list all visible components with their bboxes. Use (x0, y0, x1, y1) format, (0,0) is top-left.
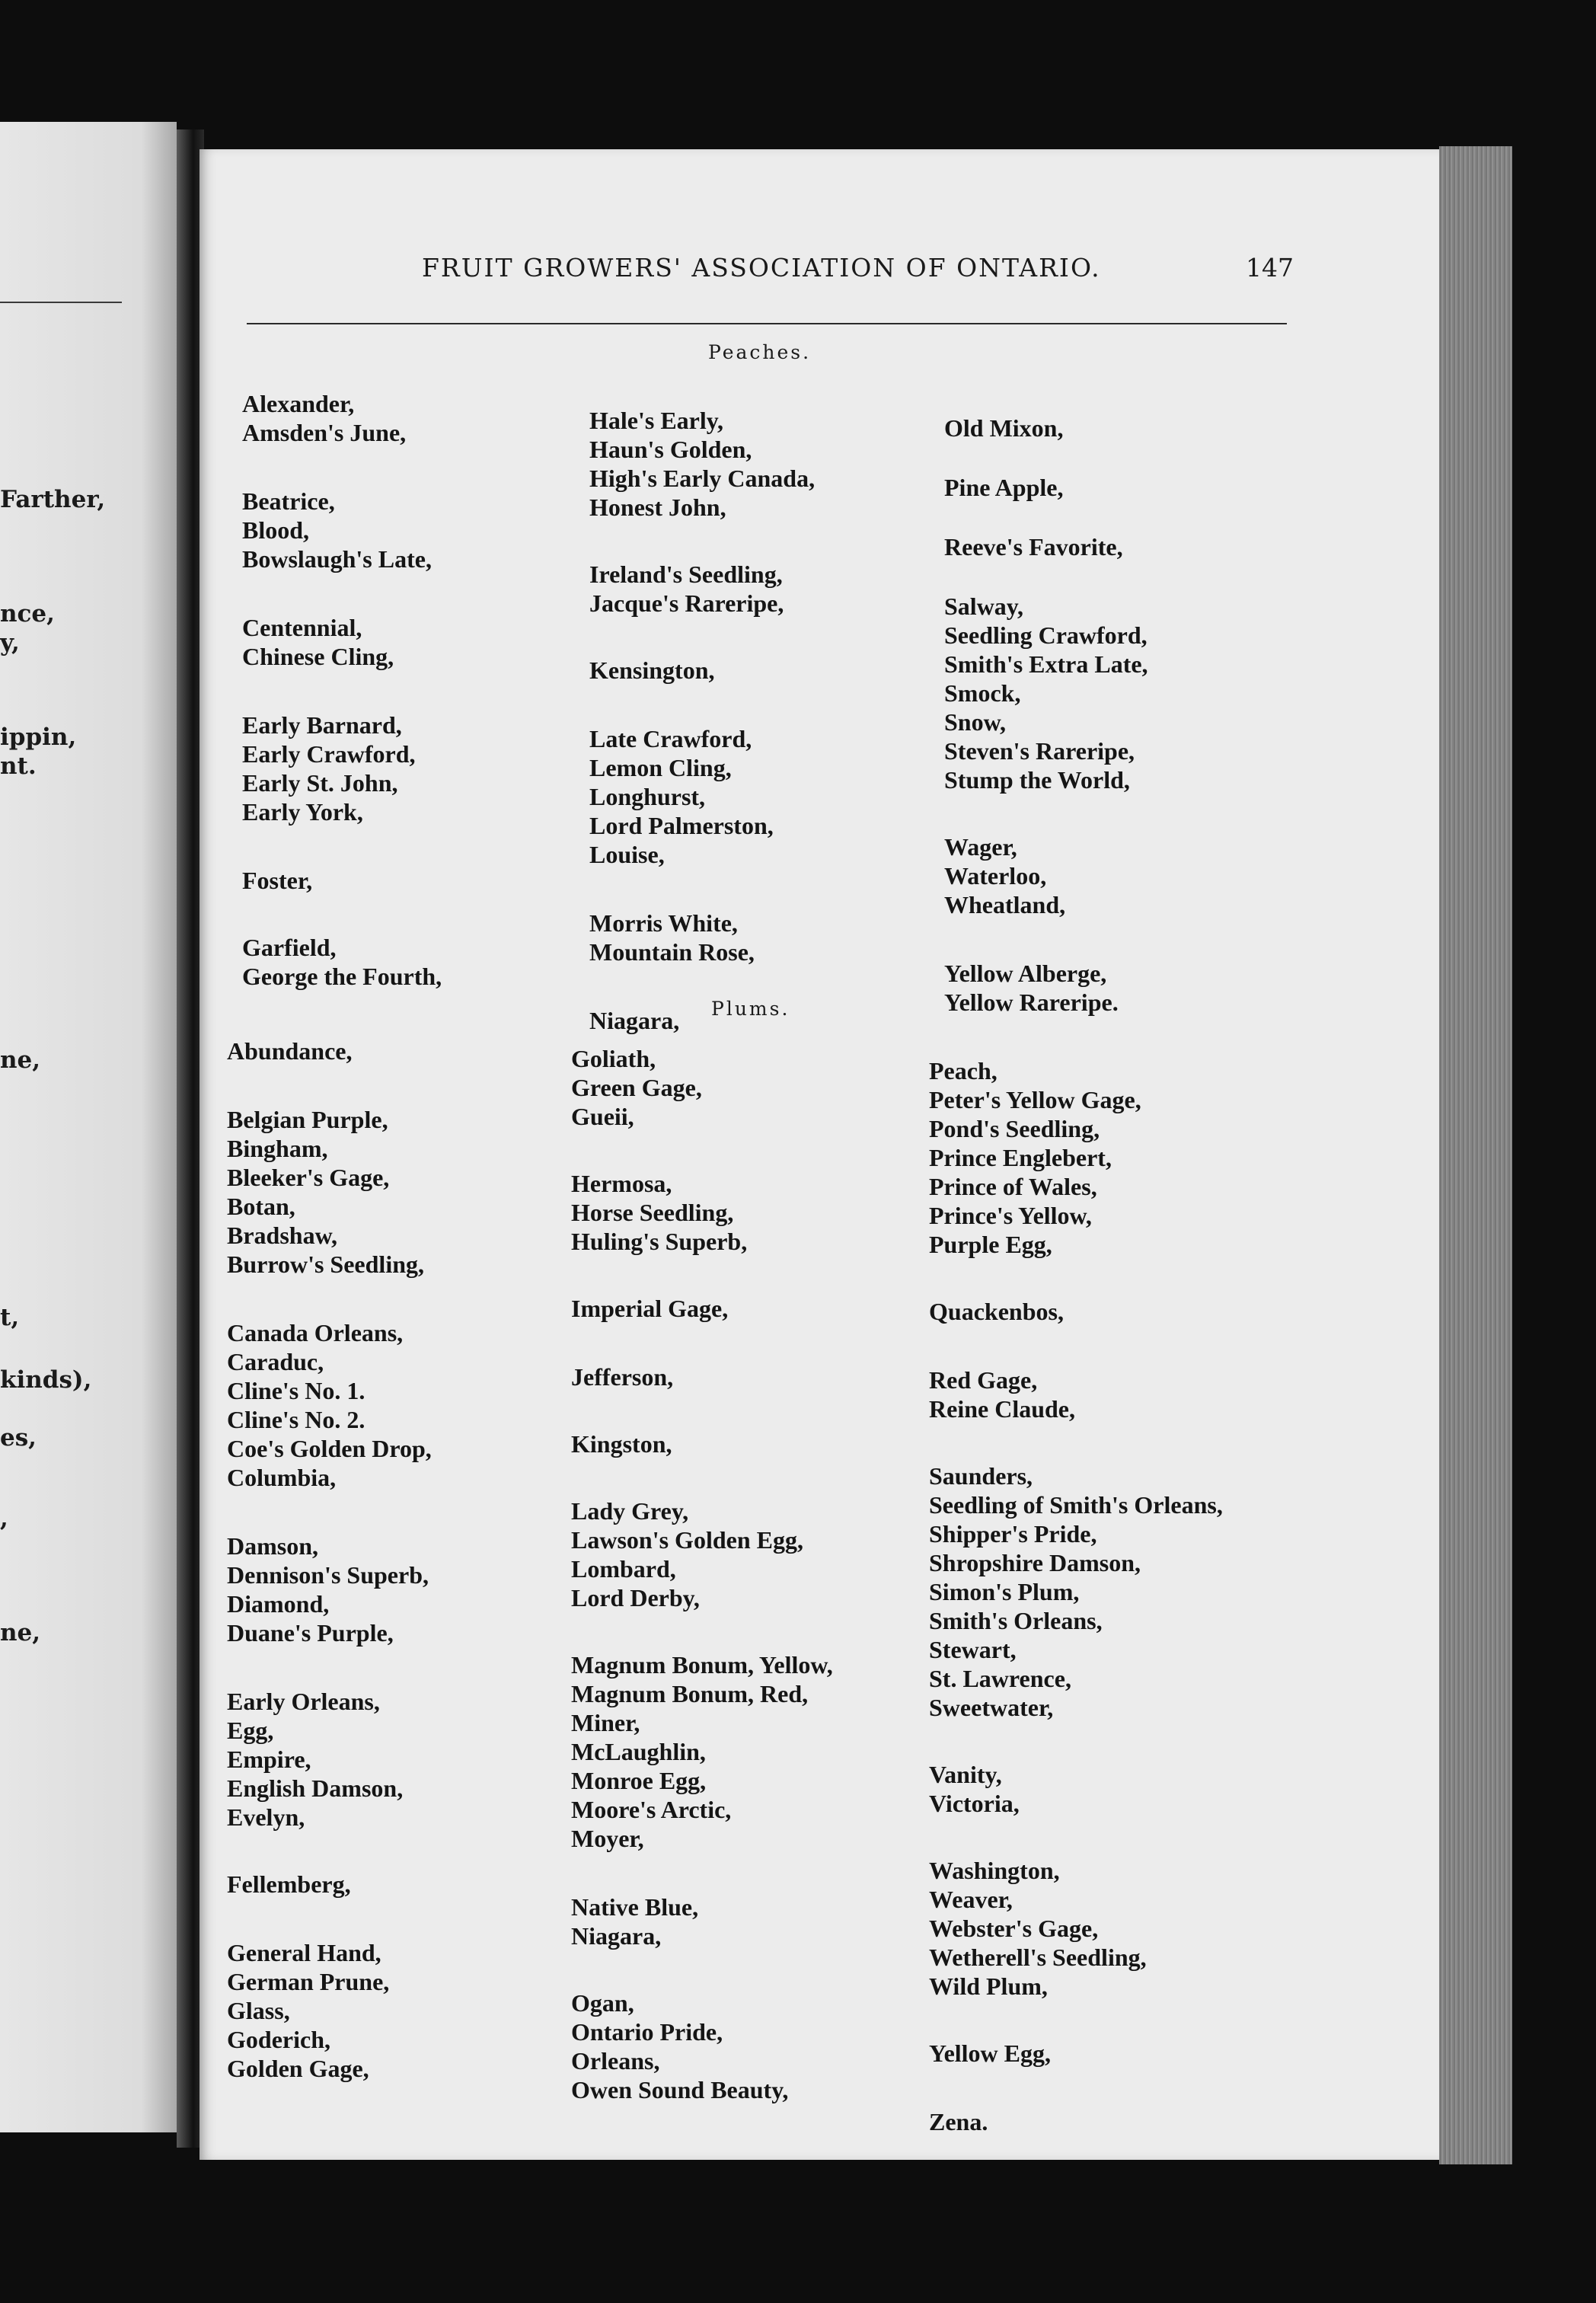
variety-entry: Washington, (929, 1857, 1060, 1884)
variety-entry: McLaughlin, (571, 1738, 706, 1765)
left-fragment: nce, (0, 600, 55, 628)
variety-entry: Simon's Plum, (929, 1578, 1080, 1605)
variety-entry: Early Orleans, (227, 1688, 380, 1715)
left-fragment: ippin, (0, 723, 77, 751)
variety-entry: Smith's Extra Late, (944, 650, 1148, 678)
variety-entry: Wager, (944, 833, 1017, 861)
variety-entry: Miner, (571, 1709, 640, 1736)
section-title-plums: Plums. (711, 998, 790, 1020)
left-fragment: es, (0, 1424, 37, 1452)
variety-entry: Lemon Cling, (589, 754, 732, 781)
variety-entry: Pine Apple, (944, 474, 1064, 501)
variety-entry: Magnum Bonum, Yellow, (571, 1651, 833, 1679)
variety-entry: Victoria, (929, 1790, 1020, 1817)
variety-entry: Evelyn, (227, 1803, 305, 1831)
variety-entry: Smock, (944, 679, 1021, 707)
variety-entry: Botan, (227, 1193, 295, 1220)
variety-entry: Old Mixon, (944, 414, 1064, 442)
variety-entry: Shropshire Damson, (929, 1549, 1141, 1576)
variety-entry: Prince Englebert, (929, 1144, 1112, 1171)
variety-entry: Niagara, (589, 1007, 680, 1034)
variety-entry: Snow, (944, 708, 1006, 736)
variety-entry: George the Fourth, (242, 963, 442, 990)
variety-entry: Lord Derby, (571, 1584, 700, 1611)
variety-entry: Cline's No. 2. (227, 1406, 365, 1433)
variety-entry: Mountain Rose, (589, 938, 755, 966)
variety-entry: High's Early Canada, (589, 465, 816, 492)
variety-entry: Moyer, (571, 1825, 644, 1852)
variety-entry: Garfield, (242, 934, 337, 961)
left-fragment: ne, (0, 1046, 41, 1074)
variety-entry: Yellow Alberge, (944, 960, 1107, 987)
variety-entry: Caraduc, (227, 1348, 324, 1375)
variety-entry: Lord Palmerston, (589, 812, 774, 839)
page-number: 147 (1246, 253, 1294, 283)
variety-entry: Kingston, (571, 1430, 672, 1458)
variety-entry: Moore's Arctic, (571, 1796, 732, 1823)
variety-entry: Prince of Wales, (929, 1173, 1097, 1200)
variety-entry: Centennial, (242, 614, 362, 641)
variety-entry: Duane's Purple, (227, 1619, 394, 1647)
variety-entry: Lawson's Golden Egg, (571, 1526, 803, 1554)
variety-entry: Early Crawford, (242, 740, 416, 768)
left-fragment: t, (0, 1304, 20, 1331)
variety-entry: Belgian Purple, (227, 1106, 388, 1133)
left-fragment: nt. (0, 752, 37, 780)
variety-entry: Early St. John, (242, 769, 398, 797)
variety-entry: Monroe Egg, (571, 1767, 707, 1794)
variety-entry: Zena. (929, 2108, 988, 2135)
variety-entry: Pond's Seedling, (929, 1115, 1100, 1142)
variety-entry: Lady Grey, (571, 1497, 689, 1525)
variety-entry: Goderich, (227, 2026, 330, 2053)
variety-entry: Niagara, (571, 1922, 662, 1950)
variety-entry: Seedling Crawford, (944, 621, 1148, 649)
left-page-edge (0, 122, 177, 2132)
header-rule (247, 323, 1287, 324)
variety-entry: Yellow Rareripe. (944, 989, 1119, 1016)
variety-entry: Salway, (944, 593, 1024, 620)
left-fragment: y, (0, 629, 20, 656)
variety-entry: Wheatland, (944, 891, 1066, 918)
variety-entry: Horse Seedling, (571, 1199, 734, 1226)
variety-entry: Orleans, (571, 2047, 660, 2075)
variety-entry: Stewart, (929, 1636, 1017, 1663)
variety-entry: Morris White, (589, 909, 738, 937)
variety-entry: Early Barnard, (242, 711, 402, 739)
variety-entry: Reine Claude, (929, 1395, 1075, 1423)
left-fragment: , (0, 1505, 8, 1532)
left-fragment: Farther, (0, 486, 106, 513)
variety-entry: Waterloo, (944, 862, 1047, 890)
right-page (200, 149, 1442, 2160)
variety-entry: Weaver, (929, 1886, 1013, 1913)
variety-entry: Wild Plum, (929, 1972, 1048, 2000)
variety-entry: Bowslaugh's Late, (242, 545, 432, 573)
variety-entry: Beatrice, (242, 487, 335, 515)
variety-entry: Honest John, (589, 494, 726, 521)
variety-entry: Abundance, (227, 1037, 353, 1065)
variety-entry: Vanity, (929, 1761, 1002, 1788)
variety-entry: Bingham, (227, 1135, 328, 1162)
variety-entry: Imperial Gage, (571, 1295, 729, 1322)
variety-entry: Chinese Cling, (242, 643, 394, 670)
variety-entry: Magnum Bonum, Red, (571, 1680, 809, 1707)
variety-entry: Hermosa, (571, 1170, 672, 1197)
variety-entry: Owen Sound Beauty, (571, 2076, 789, 2103)
variety-entry: St. Lawrence, (929, 1665, 1071, 1692)
variety-entry: Webster's Gage, (929, 1915, 1099, 1942)
left-fragment: ne, (0, 1619, 41, 1647)
variety-entry: Stump the World, (944, 766, 1130, 794)
variety-entry: Ogan, (571, 1989, 634, 2017)
variety-entry: Diamond, (227, 1590, 330, 1618)
variety-entry: Lombard, (571, 1555, 676, 1583)
variety-entry: Gueii, (571, 1103, 634, 1130)
variety-entry: Late Crawford, (589, 725, 752, 752)
variety-entry: Early York, (242, 798, 363, 826)
variety-entry: Wetherell's Seedling, (929, 1944, 1147, 1971)
variety-entry: Cline's No. 1. (227, 1377, 365, 1404)
variety-entry: Egg, (227, 1717, 274, 1744)
variety-entry: Seedling of Smith's Orleans, (929, 1491, 1223, 1519)
variety-entry: Glass, (227, 1997, 290, 2024)
variety-entry: Smith's Orleans, (929, 1607, 1103, 1634)
variety-entry: Steven's Rareripe, (944, 737, 1135, 765)
variety-entry: Green Gage, (571, 1074, 702, 1101)
variety-entry: Ireland's Seedling, (589, 561, 783, 588)
variety-entry: Jefferson, (571, 1363, 674, 1391)
variety-entry: Longhurst, (589, 783, 706, 810)
variety-entry: Shipper's Pride, (929, 1520, 1097, 1548)
variety-entry: Damson, (227, 1532, 319, 1560)
variety-entry: Golden Gage, (227, 2055, 369, 2082)
variety-entry: Bleeker's Gage, (227, 1164, 390, 1191)
variety-entry: Hale's Early, (589, 407, 723, 434)
variety-entry: Ontario Pride, (571, 2018, 723, 2046)
variety-entry: Kensington, (589, 656, 715, 684)
variety-entry: Alexander, (242, 390, 355, 417)
variety-entry: Quackenbos, (929, 1298, 1064, 1325)
variety-entry: Prince's Yellow, (929, 1202, 1092, 1229)
variety-entry: Purple Egg, (929, 1231, 1052, 1258)
variety-entry: Dennison's Superb, (227, 1561, 429, 1589)
variety-entry: Huling's Superb, (571, 1228, 748, 1255)
variety-entry: Foster, (242, 867, 313, 894)
running-head: FRUIT GROWERS' ASSOCIATION OF ONTARIO. (422, 253, 1101, 283)
variety-entry: Yellow Egg, (929, 2039, 1051, 2067)
variety-entry: Peach, (929, 1057, 998, 1084)
variety-entry: Native Blue, (571, 1893, 699, 1921)
variety-entry: Canada Orleans, (227, 1319, 404, 1346)
page-edges (1439, 146, 1512, 2164)
variety-entry: General Hand, (227, 1939, 381, 1966)
section-title-peaches: Peaches. (708, 341, 812, 363)
variety-entry: Peter's Yellow Gage, (929, 1086, 1141, 1113)
variety-entry: Jacque's Rareripe, (589, 589, 784, 617)
variety-entry: English Damson, (227, 1774, 404, 1802)
variety-entry: Goliath, (571, 1045, 656, 1072)
variety-entry: Bradshaw, (227, 1222, 337, 1249)
variety-entry: Fellemberg, (227, 1870, 351, 1898)
left-page-rule (0, 302, 122, 303)
variety-entry: Haun's Golden, (589, 436, 752, 463)
variety-entry: Louise, (589, 841, 665, 868)
variety-entry: Amsden's June, (242, 419, 407, 446)
variety-entry: Burrow's Seedling, (227, 1251, 424, 1278)
variety-entry: Saunders, (929, 1462, 1033, 1490)
variety-entry: Columbia, (227, 1464, 337, 1491)
variety-entry: Empire, (227, 1746, 311, 1773)
variety-entry: Coe's Golden Drop, (227, 1435, 432, 1462)
left-fragment: kinds), (0, 1366, 92, 1394)
variety-entry: Blood, (242, 516, 310, 544)
variety-entry: Sweetwater, (929, 1694, 1054, 1721)
variety-entry: Red Gage, (929, 1366, 1038, 1394)
variety-entry: Reeve's Favorite, (944, 533, 1123, 561)
variety-entry: German Prune, (227, 1968, 390, 1995)
